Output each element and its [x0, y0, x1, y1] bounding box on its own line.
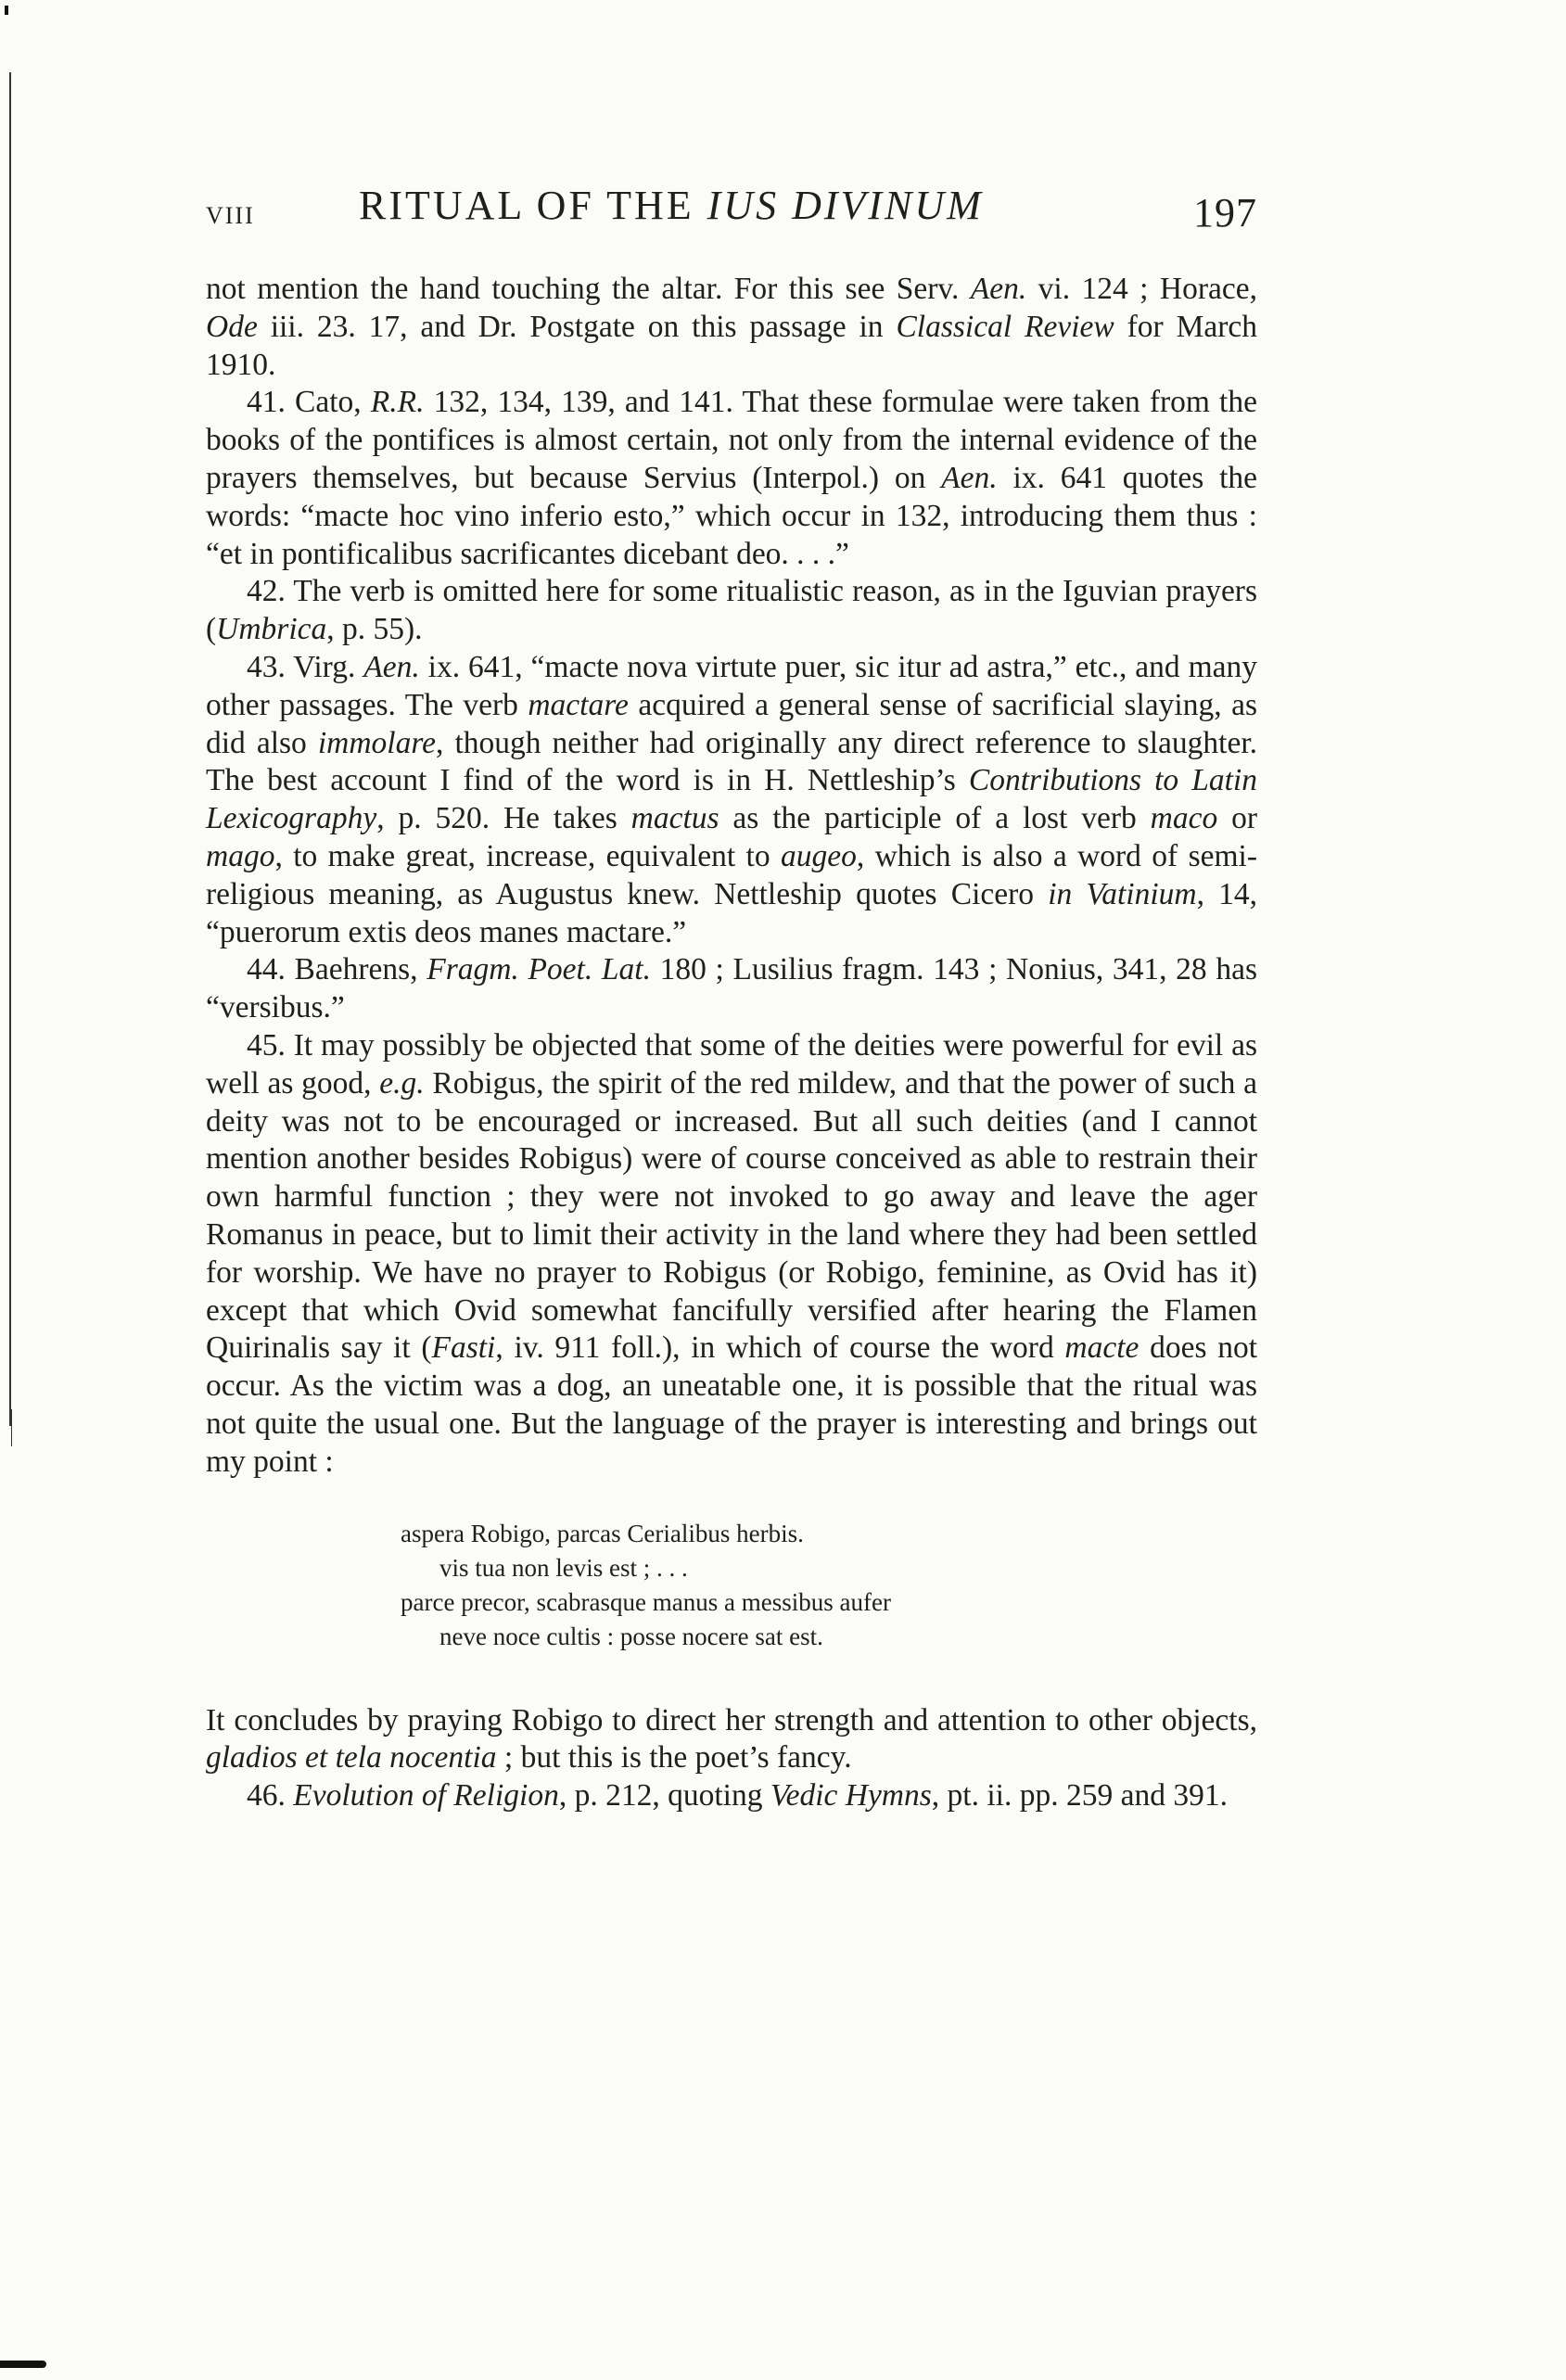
text-run: 132, 134, 139, and 141. That these formulae were taken from the books of the pontifices is almost certain, not only from the internal evidence of the prayers themselves, but because Servius (Interpol.) on: [206, 385, 1257, 495]
text-run: , pt. ii. pp. 259 and 391.: [931, 1778, 1228, 1814]
footnote-paragraph: [206, 1027, 1257, 1482]
italic-text: Aen.: [363, 649, 420, 684]
scan-mark-top: [5, 6, 8, 15]
page-edge-line-lower: [11, 1409, 12, 1446]
italic-text: e.g.: [379, 1065, 425, 1101]
italic-text: Fragm. Poet. Lat.: [427, 952, 651, 987]
text-run: Cato,: [285, 385, 371, 420]
italic-text: maco: [1150, 801, 1218, 836]
text-run: Virg.: [285, 649, 364, 684]
chapter-number: VIII: [206, 202, 255, 229]
text-run: acquired a general sense of sacrificial slaying, as did also: [206, 687, 1257, 760]
footnote-paragraph: [206, 951, 1257, 1027]
running-header: [206, 182, 1257, 247]
italic-text: Aen.: [941, 460, 998, 495]
text-run: ix. 641 quotes the words: “macte hoc vino inferio esto,” which occur in 132, introducing them thus : “et in pontificalibus sacrificantes dicebant deo. . . .”: [206, 460, 1257, 571]
italic-text: Umbrica: [216, 612, 327, 647]
italic-text: gladios et tela nocentia: [206, 1740, 497, 1775]
page-number: 197: [1193, 190, 1257, 235]
note-number: 42.: [247, 574, 286, 609]
paragraph-after-verse: [206, 1702, 1257, 1778]
text-run: It concludes by praying Robigo to direct her strength and attention to other objects,: [206, 1702, 1257, 1737]
text-run: It may possibly be objected that some of the deities were powerful for evil as well as good,: [206, 1027, 1257, 1101]
running-title-italic: IUS DIVINUM: [707, 183, 984, 228]
note-number: 43.: [247, 649, 286, 684]
verse-line: vis tua non levis est ; . . .: [439, 1553, 688, 1582]
footnote-paragraph: [206, 384, 1257, 573]
text-run: , p. 55).: [326, 612, 423, 647]
text-run: or: [1217, 801, 1257, 836]
text-run: Robigus, the spirit of the red mildew, and that the power of such a deity was not to be encouraged or increased. But all such deities (and I cannot mention another besides Robigus) were of course conceived as able to restrain their own harmful function ; they were not invoked to go away and leave the ager Romanus in peace, but to limit their activity in the land where they had been settled for worship. We have no prayer to Robigus (or Robigo, feminine, as Ovid has it) except that which Ovid somewhat fancifully versified after hearing the Flamen Quirinalis say it (: [206, 1065, 1257, 1366]
italic-text: mactus: [630, 801, 719, 836]
text-run: , though neither had originally any direct reference to slaughter. The best account I find of the word is in H. Nettleship’s: [206, 725, 1257, 798]
notes-list: [206, 271, 1257, 1482]
text-run: , to make great, increase, equivalent to: [274, 838, 781, 873]
verse-line: neve noce cultis : posse nocere sat est.: [439, 1622, 823, 1650]
note-46: [206, 1777, 1257, 1815]
text-run: , which is also a word of semi-religious meaning, as Augustus knew. Nettleship quotes Cicero: [206, 838, 1257, 911]
italic-text: macte: [1064, 1330, 1139, 1366]
text-run: [286, 1778, 293, 1813]
note-number: 45.: [247, 1027, 286, 1063]
italic-text: R.R.: [370, 385, 425, 420]
footnote-paragraph: [206, 649, 1257, 951]
text-run: , iv. 911 foll.), in which of course the word: [495, 1330, 1065, 1366]
text-run: The verb is omitted here for some ritualistic reason, as in the Iguvian prayers (: [206, 574, 1257, 647]
verse-line: parce precor, scabrasque manus a messibus aufer: [401, 1587, 891, 1616]
verse-quotation: [401, 1517, 1257, 1654]
page-edge-line: [9, 72, 11, 1426]
italic-text: immolare: [317, 725, 437, 760]
footnote-paragraph: [206, 573, 1257, 649]
note-number: 41.: [247, 385, 286, 420]
italic-text: mago: [206, 838, 275, 873]
italic-text: Fasti: [431, 1330, 496, 1366]
italic-text: Classical Review: [896, 309, 1114, 344]
verse-line: aspera Robigo, parcas Cerialibus herbis.: [401, 1519, 804, 1547]
italic-text: Contributions to Latin Lexicography: [206, 763, 1257, 836]
text-run: , 14, “puerorum extis deos manes mactare.”: [206, 876, 1258, 949]
italic-text: Evolution of Religion: [293, 1778, 559, 1814]
text-run: ; but this is the poet’s fancy.: [496, 1740, 852, 1775]
note-number: 46.: [247, 1778, 286, 1814]
running-title: RITUAL OF THE IUS DIVINUM: [359, 183, 984, 228]
text-run: iii. 23. 17, and Dr. Postgate on this passage in: [257, 309, 897, 344]
text-run: as the participle of a lost verb: [719, 801, 1151, 836]
italic-text: in Vatinium: [1048, 876, 1197, 911]
italic-text: mactare: [528, 687, 629, 722]
text-run: vi. 124 ; Horace,: [1026, 272, 1257, 306]
text-run: for March 1910.: [206, 309, 1257, 382]
continued-paragraph: [206, 271, 1257, 384]
text-run: Baehrens,: [285, 952, 427, 987]
italic-text: Vedic Hymns: [770, 1778, 932, 1814]
italic-text: augeo: [780, 838, 857, 873]
text-run: 180 ; Lusilius fragm. 143 ; Nonius, 341, 28 has “versibus.”: [206, 952, 1257, 1025]
text-run: not mention the hand touching the altar. For this see Serv.: [206, 272, 971, 306]
text-run: , p. 212, quoting: [558, 1778, 770, 1814]
scan-mark-bottom: [0, 2361, 46, 2368]
note-number: 44.: [247, 952, 286, 987]
text-run: ix. 641, “macte nova virtute puer, sic itur ad astra,” etc., and many other passages. The verb: [206, 649, 1258, 722]
text-run: does not occur. As the victim was a dog, an uneatable one, it is possible that the ritual was not quite the usual one. But the language of the prayer is interesting and brings out my point :: [206, 1330, 1258, 1479]
italic-text: Aen.: [970, 272, 1027, 306]
notes-body: [206, 271, 1257, 1815]
italic-text: Ode: [206, 309, 258, 344]
text-run: , p. 520. He takes: [376, 801, 631, 836]
